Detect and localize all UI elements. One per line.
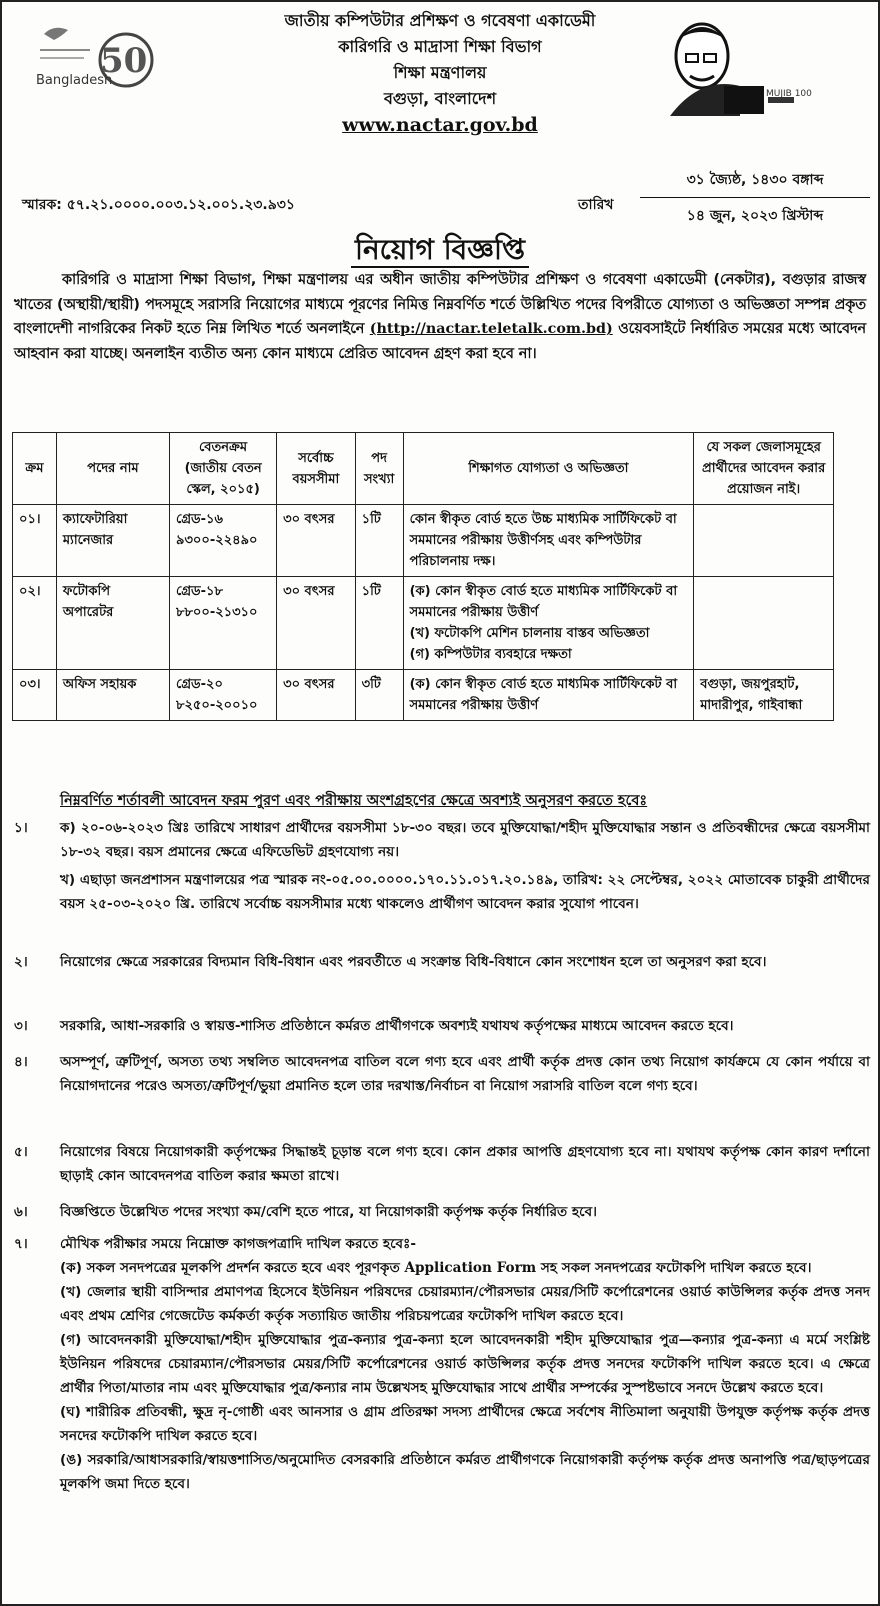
org-name: জাতীয় কম্পিউটার প্রশিক্ষণ ও গবেষণা একাডেমী	[284, 11, 596, 30]
date-block	[640, 168, 870, 228]
condition-7: ৭। মৌখিক পরীক্ষার সময়ে নিম্নোক্ত কাগজপত্রাদি দাখিল করতে হবেঃ- (ক) সকল সনদপত্রের মূলকপি প্রদর্শন করতে হবে এবং পূরণকৃত Application Form সহ সকল সনদপত্রের ফটোকপি দাখিল করতে হবে। (খ) জেলার স্থায়ী বাসিন্দার প্রমাণপত্র হিসেবে ইউনিয়ন পরিষদের চেয়ারম্যান/পৌরসভার মেয়র/সিটি কর্পোরেশনের ওয়ার্ড কাউন্সিলর কর্তৃক প্রদত্ত সনদ এবং প্রথম শ্রেণির গেজেটেড কর্মকর্তা কর্তৃক সত্যায়িত জাতীয় পরিচয়পত্রের ফটোকপি দাখিল করতে হবে। (গ) আবেদনকারী মুক্তিযোদ্ধা/শহীদ মুক্তিযোদ্ধার পুত্র-কন্যার পুত্র-কন্যা হলে আবেদনকারী শহীদ মুক্তিযোদ্ধার পুত্র—কন্যার পুত্র-কন্যা এ মর্মে সংশ্লিষ্ট ইউনিয়ন পরিষদের চেয়ারম্যান/পৌরসভার মেয়র/সিটি কর্পোরেশনের ওয়ার্ড কাউন্সিলর কর্তৃক প্রদত্ত সনদের ফটোকপি দাখিল করতে হবে। এ ক্ষেত্রে প্রার্থীর পিতা/মাতার নাম এবং মুক্তিযোদ্ধার পুত্র/কন্যার নাম উল্লেখসহ মুক্তিযোদ্ধার সাথে প্রার্থীর সম্পর্কের সুস্পষ্টভাবে সনদে উল্লেখ করতে হবে। (ঘ) শারীরিক প্রতিবন্ধী, ক্ষুদ্র নৃ-গোষ্ঠী এবং আনসার ও গ্রাম প্রতিরক্ষা সদস্য প্রার্থীদের ক্ষেত্রে সর্বশেষ নীতিমালা অনুযায়ী উপযুক্ত কর্তৃপক্ষ কর্তৃক প্রদত্ত সনদের ফটোকপি দাখিল করতে হবে। (ঙ) সরকারি/আধাসরকারি/স্বায়ত্তশাসিত/অনুমোদিত বেসরকারি প্রতিষ্ঠানে কর্মরত প্রার্থীগণকে নিয়োগকারী কর্তৃপক্ষ কর্তৃক প্রদত্ত অনাপত্তি পত্র/ছাড়পত্রের মূলকপি জমা দিতে হবে।	[14, 1236, 870, 1492]
conditions-heading: নিম্নবর্ণিত শর্তাবলী আবেদন ফরম পুরণ এবং পরীক্ষায় অংশগ্রহণের ক্ষেত্রে অবশ্যই অনুসরণ করতে হবেঃ	[60, 793, 648, 809]
division-name: কারিগরি ও মাদ্রাসা শিক্ষা বিভাগ	[338, 37, 542, 56]
logo-left-text: Bangladesh	[36, 73, 113, 88]
table-row: ০৩। অফিস সহায়ক গ্রেড-২০ ৮২৫০-২০০১০ ৩০ বৎসর ৩টি (ক) কোন স্বীকৃত বোর্ড হতে মাধ্যমিক সার্টিফিকেট বা সমমানের পরীক্ষায় উত্তীর্ণ বগুড়া, জয়পুরহাট, মাদারীপুর, গাইবান্ধা	[13, 670, 834, 721]
condition-5: ৫। নিয়োগের বিষয়ে নিয়োগকারী কর্তৃপক্ষের সিদ্ধান্তই চূড়ান্ত বলে গণ্য হবে। কোন প্রকার আপত্তি গ্রহণযোগ্য হবে না। যথাযথ কর্তৃপক্ষ কোন কারণ দর্শানো ছাড়াই কোন আবেদনপত্র বাতিল করার ক্ষমতা রাখে।	[14, 1144, 870, 1184]
svg-text:50: 50	[100, 41, 148, 81]
condition-1: ১। ক) ২০-০৬-২০২৩ খ্রিঃ তারিখে সাধারণ প্রার্থীদের বয়সসীমা ১৮-৩০ বছর। তবে মুক্তিযোদ্ধা/শহীদ মুক্তিযোদ্ধার সন্তান ও প্রতিবন্ধীদের ক্ষেত্রে বয়সসীমা ১৮-৩২ বছর। বয়স প্রমানের ক্ষেত্রে এফিডেভিট গ্রহণযোগ্য নয়। খ) এছাড়া জনপ্রশাসন মন্ত্রণালয়ের পত্র স্মারক নং-০৫.০০.০০০০.১৭০.১১.০১৭.২০.১৪৯, তারিখ: ২২ সেপ্টেম্বর, ২০২২ মোতাবেক চাকুরী প্রার্থীদের বয়স ২৫-০৩-২০২০ খ্রি. তারিখে সর্বোচ্চ বয়সসীমার মধ্যে থাকলেও প্রার্থীগণ আবেদন করার সুযোগ পাবেন।	[14, 820, 871, 912]
logo-right-text: MUJIB 100	[766, 89, 812, 99]
condition-2: ২। নিয়োগের ক্ষেত্রে সরকারের বিদ্যমান বিধি-বিধান এবং পরবর্তীতে এ সংক্রান্ত বিধি-বিধানে কোন সংশোধন হলে তা অনুসরণ করা হবে।	[14, 954, 767, 970]
col-count: পদ সংখ্যা	[355, 433, 403, 505]
page-title: নিয়োগ বিজ্ঞপ্তি	[0, 228, 880, 275]
col-scale: বেতনক্রম (জাতীয় বেতন স্কেল, ২০১৫)	[170, 433, 277, 505]
condition-6: ৬। বিজ্ঞপ্তিতে উল্লেখিত পদের সংখ্যা কম/বেশি হতে পারে, যা নিয়োগকারী কর্তৃপক্ষ কর্তৃক নির্ধারিত হবে।	[14, 1204, 598, 1220]
date-bangla: ৩১ জ্যৈষ্ঠ, ১৪৩০ বঙ্গাব্দ	[640, 168, 870, 198]
table-row: ০১। ক্যাফেটারিয়া ম্যানেজার গ্রেড-১৬ ৯৩০০-২২৪৯০ ৩০ বৎসর ১টি কোন স্বীকৃত বোর্ড হতে উচ্চ মাধ্যমিক সার্টিফিকেট বা সমমানের পরীক্ষায় উত্তীর্ণসহ এবং কম্পিউটার পরিচালনায় দক্ষ।	[13, 505, 834, 577]
condition-4: ৪। অসম্পূর্ণ, ত্রুটিপূর্ণ, অসত্য তথ্য সম্বলিত আবেদনপত্র বাতিল বলে গণ্য হবে এবং প্রার্থী কর্তৃক প্রদত্ত কোন তথ্য নিয়োগ কার্যক্রমে যে কোন পর্যায়ে বা নিয়োগদানের পরেও অসত্য/ত্রুটিপূর্ণ/ভুয়া প্রমানিত হলে তার দরখাস্ত/নির্বাচন বা নিয়োগ সরাসরি বাতিল বলে গণ্য হবে।	[14, 1054, 870, 1094]
table-header-row	[13, 433, 834, 505]
letterhead	[0, 8, 880, 136]
posts-table	[12, 432, 834, 721]
col-qualification: শিক্ষাগত যোগ্যতা ও অভিজ্ঞতা	[403, 433, 694, 505]
website-link[interactable]: www.nactar.gov.bd	[342, 114, 538, 136]
col-post: পদের নাম	[56, 433, 169, 505]
date-label: তারিখ	[578, 197, 614, 213]
date-english: ১৪ জুন, ২০২৩ খ্রিস্টাব্দ	[686, 208, 824, 224]
application-url-link[interactable]: (http://nactar.teletalk.com.bd)	[369, 321, 613, 337]
condition-3: ৩। সরকারি, আধা-সরকারি ও স্বায়ত্ত-শাসিত প্রতিষ্ঠানে কর্মরত প্রার্থীগণকে অবশ্যই যথাযথ কর্তৃপক্ষের মাধ্যমে আবেদন করতে হবে।	[14, 1018, 734, 1034]
memo-number: স্মারক: ৫৭.২১.০০০০.০০৩.১২.০০১.২৩.৯৩১	[22, 197, 295, 213]
table-row: ০২। ফটোকপি অপারেটর গ্রেড-১৮ ৮৮০০-২১৩১০ ৩০ বৎসর ১টি (ক) কোন স্বীকৃত বোর্ড হতে মাধ্যমিক সার্টিফিকেট বা সমমানের পরীক্ষায় উত্তীর্ণ (খ) ফটোকপি মেশিন চালনায় বাস্তব অভিজ্ঞতা (গ) কম্পিউটার ব্যবহারে দক্ষতা	[13, 577, 834, 670]
col-serial: ক্রম	[13, 433, 57, 505]
intro-paragraph: কারিগরি ও মাদ্রাসা শিক্ষা বিভাগ, শিক্ষা মন্ত্রণালয় এর অধীন জাতীয় কম্পিউটার প্রশিক্ষণ ও গবেষণা একাডেমী (নেকটার), বগুড়ার রাজস্ব খাতের (অস্থায়ী/স্থায়ী) পদসমূহে সরাসরি নিয়োগের মাধ্যমে পূরণের নিমিত্ত নিম্নবর্ণিত শর্তে উল্লিখিত পদের বিপরীতে যোগ্যতা ও অভিজ্ঞতা সম্পন্ন প্রকৃত বাংলাদেশী নাগরিকের নিকট হতে নিম্ন লিখিত শর্তে অনলাইনে (http://nactar.teletalk.com.bd) ওয়েবসাইটে নির্ধারিত সময়ের মধ্যে আবেদন আহবান করা যাচ্ছে। অনলাইন ব্যতীত অন্য কোন মাধ্যমে প্রেরিত আবেদন গ্রহণ করা হবে না।	[14, 272, 866, 362]
ministry-name: শিক্ষা মন্ত্রণালয়	[393, 63, 487, 82]
col-age: সর্বোচ্চ বয়সসীমা	[277, 433, 356, 505]
location: বগুড়া, বাংলাদেশ	[383, 89, 497, 108]
col-district: যে সকল জেলাসমূহের প্রার্থীদের আবেদন করার প্রয়োজন নাই।	[694, 433, 834, 505]
